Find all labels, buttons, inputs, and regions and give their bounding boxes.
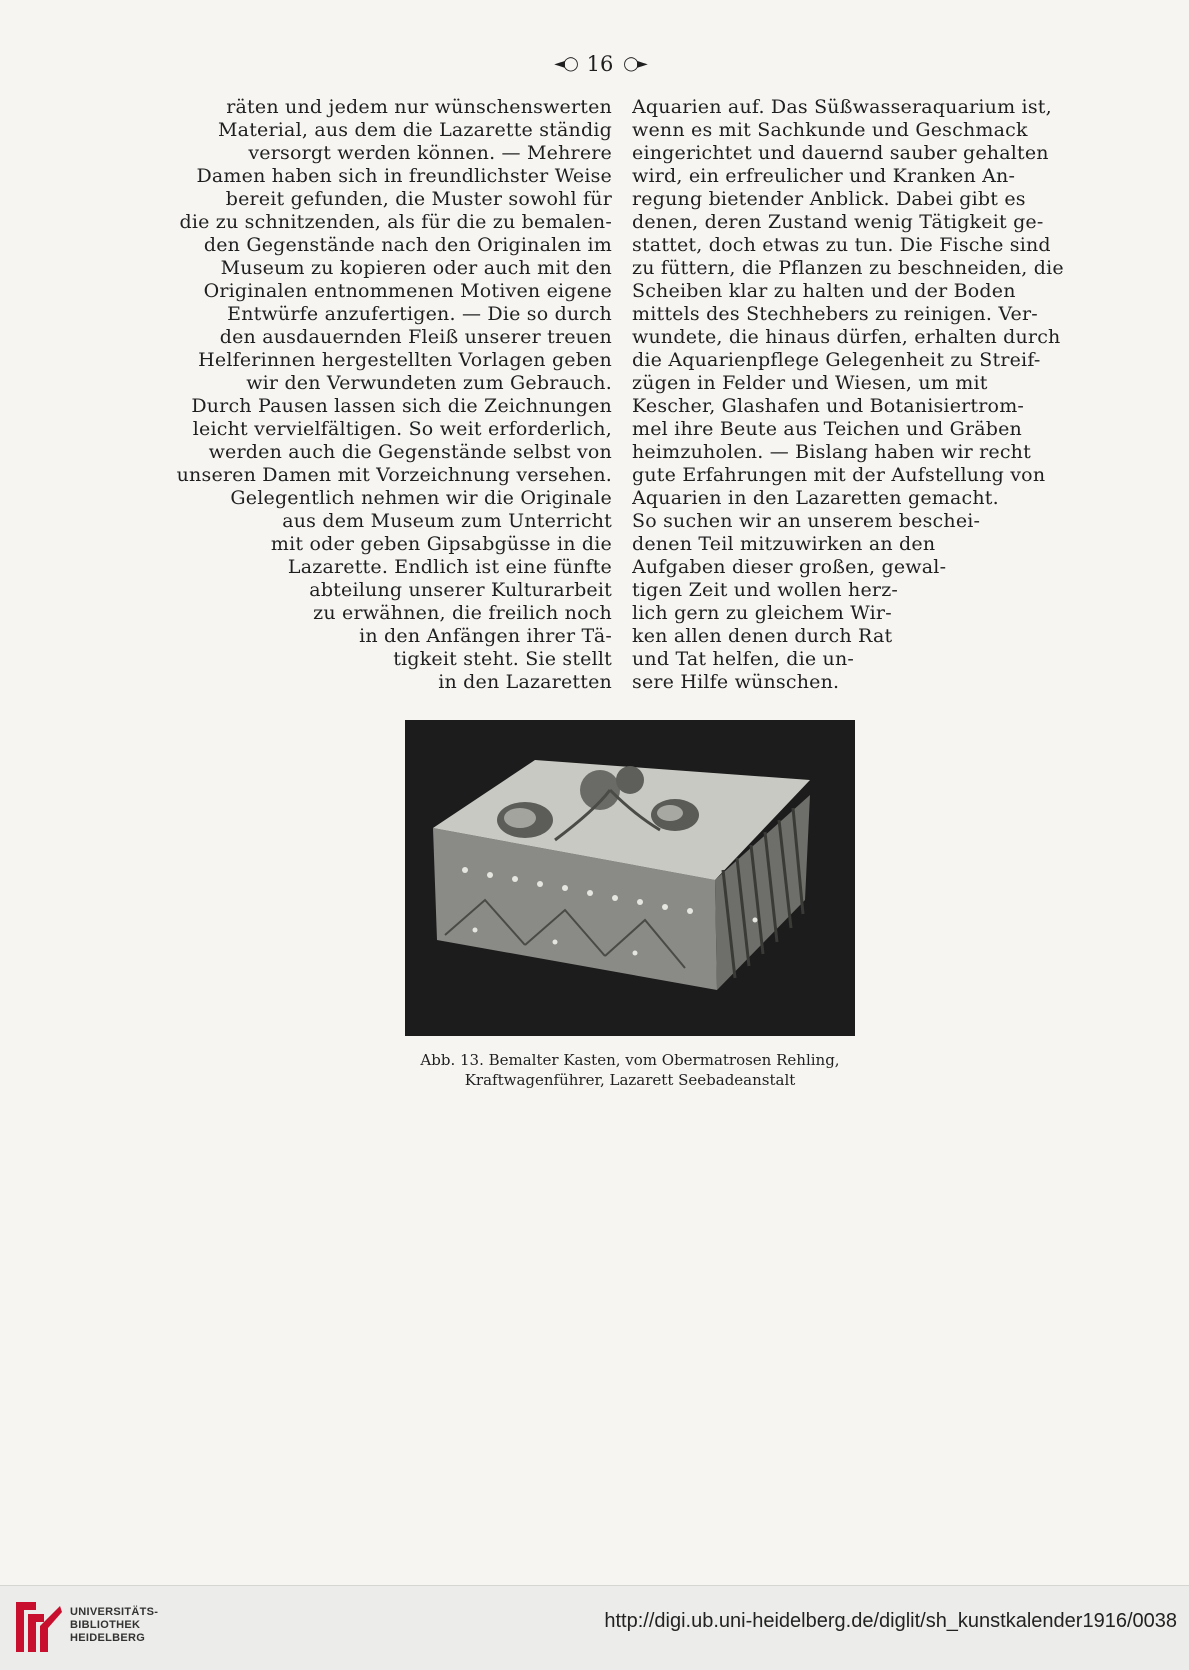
text-line: wenn es mit Sachkunde und Geschmack bbox=[632, 119, 1028, 141]
text-line: gute Erfahrungen mit der Aufstellung von bbox=[632, 464, 1046, 486]
page-folio bbox=[540, 50, 660, 78]
text-line: räten und jedem nur wünschenswerten bbox=[226, 96, 612, 118]
page-number: 16 bbox=[586, 52, 614, 76]
painted-box-photo bbox=[405, 720, 855, 1036]
text-line: Durch Pausen lassen sich die Zeichnungen bbox=[191, 395, 612, 417]
text-line: wir den Verwundeten zum Gebrauch. bbox=[246, 372, 612, 394]
text-line: Originalen entnommenen Motiven eigene bbox=[203, 280, 612, 302]
text-line: eingerichtet und dauernd sauber gehalten bbox=[632, 142, 1049, 164]
caption-line: Kraftwagenführer, Lazarett Seebadeanstalt bbox=[464, 1071, 796, 1089]
text-line: So suchen wir an unserem beschei- bbox=[632, 510, 981, 532]
figure-caption bbox=[380, 1050, 880, 1090]
text-line: Entwürfe anzufertigen. — Die so durch bbox=[227, 303, 612, 325]
right-text-column bbox=[632, 96, 1092, 694]
ornament-left-icon: ◄◯ bbox=[554, 56, 577, 72]
text-line: denen Teil mitzuwirken an den bbox=[632, 533, 936, 555]
caption-line: Abb. 13. Bemalter Kasten, vom Obermatrosen Rehling, bbox=[420, 1051, 840, 1069]
library-footer bbox=[0, 1585, 1189, 1670]
text-line: ken allen denen durch Rat bbox=[632, 625, 893, 647]
text-line: bereit gefunden, die Muster sowohl für bbox=[225, 188, 612, 210]
source-url-link[interactable]: http://digi.ub.uni-heidelberg.de/diglit/sh_kunstkalender1916/0038 bbox=[604, 1610, 1177, 1632]
text-line: tigen Zeit und wollen herz- bbox=[632, 579, 899, 601]
university-library-logo-icon[interactable] bbox=[14, 1598, 64, 1656]
text-line: Kescher, Glashafen und Botanisiertrom- bbox=[632, 395, 1025, 417]
text-line: zu erwähnen, die freilich noch bbox=[313, 602, 612, 624]
text-line: Helferinnen hergestellten Vorlagen geben bbox=[198, 349, 612, 371]
text-line: den Gegenstände nach den Originalen im bbox=[203, 234, 612, 256]
text-line: mit oder geben Gipsabgüsse in die bbox=[270, 533, 612, 555]
text-line: werden auch die Gegenstände selbst von bbox=[208, 441, 612, 463]
ornament-right-icon: ◯► bbox=[623, 56, 646, 72]
left-text-column bbox=[152, 96, 612, 694]
text-line: leicht vervielfältigen. So weit erforderlich, bbox=[192, 418, 612, 440]
text-line: mittels des Stechhebers zu reinigen. Ver- bbox=[632, 303, 1038, 325]
text-line: Material, aus dem die Lazarette ständig bbox=[218, 119, 612, 141]
text-line: wundete, die hinaus dürfen, erhalten durch bbox=[632, 326, 1061, 348]
text-line: Gelegentlich nehmen wir die Originale bbox=[230, 487, 612, 509]
text-line: Aufgaben dieser großen, gewal- bbox=[632, 556, 947, 578]
text-line: in den Lazaretten bbox=[438, 671, 612, 693]
text-line: in den Anfängen ihrer Tä- bbox=[359, 625, 612, 647]
text-line: wird, ein erfreulicher und Kranken An- bbox=[632, 165, 1016, 187]
text-line: zügen in Felder und Wiesen, um mit bbox=[632, 372, 988, 394]
text-line: Damen haben sich in freundlichster Weise bbox=[196, 165, 612, 187]
text-line: zu füttern, die Pflanzen zu beschneiden, die bbox=[632, 257, 1064, 279]
text-line: lich gern zu gleichem Wir- bbox=[632, 602, 892, 624]
text-line: denen, deren Zustand wenig Tätigkeit ge- bbox=[632, 211, 1044, 233]
text-line: abteilung unserer Kulturarbeit bbox=[309, 579, 612, 601]
text-line: regung bietender Anblick. Dabei gibt es bbox=[632, 188, 1026, 210]
text-line: und Tat helfen, die un- bbox=[632, 648, 855, 670]
institution-name: UNIVERSITÄTS- BIBLIOTHEK HEIDELBERG bbox=[70, 1606, 159, 1644]
text-line: tigkeit steht. Sie stellt bbox=[393, 648, 612, 670]
text-line: Aquarien auf. Das Süßwasseraquarium ist, bbox=[632, 96, 1052, 118]
text-line: sere Hilfe wünschen. bbox=[632, 671, 840, 693]
text-line: stattet, doch etwas zu tun. Die Fische sind bbox=[632, 234, 1051, 256]
text-line: aus dem Museum zum Unterricht bbox=[282, 510, 612, 532]
text-line: die zu schnitzenden, als für die zu bemalen- bbox=[179, 211, 612, 233]
text-line: Aquarien in den Lazaretten gemacht. bbox=[632, 487, 999, 509]
text-line: versorgt werden können. — Mehrere bbox=[248, 142, 612, 164]
text-line: mel ihre Beute aus Teichen und Gräben bbox=[632, 418, 1022, 440]
text-line: Scheiben klar zu halten und der Boden bbox=[632, 280, 1016, 302]
text-line: Museum zu kopieren oder auch mit den bbox=[220, 257, 612, 279]
text-line: Lazarette. Endlich ist eine fünfte bbox=[287, 556, 612, 578]
text-line: die Aquarienpflege Gelegenheit zu Streif- bbox=[632, 349, 1041, 371]
text-line: heimzuholen. — Bislang haben wir recht bbox=[632, 441, 1031, 463]
text-line: unseren Damen mit Vorzeichnung versehen. bbox=[176, 464, 612, 486]
text-line: den ausdauernden Fleiß unserer treuen bbox=[219, 326, 612, 348]
